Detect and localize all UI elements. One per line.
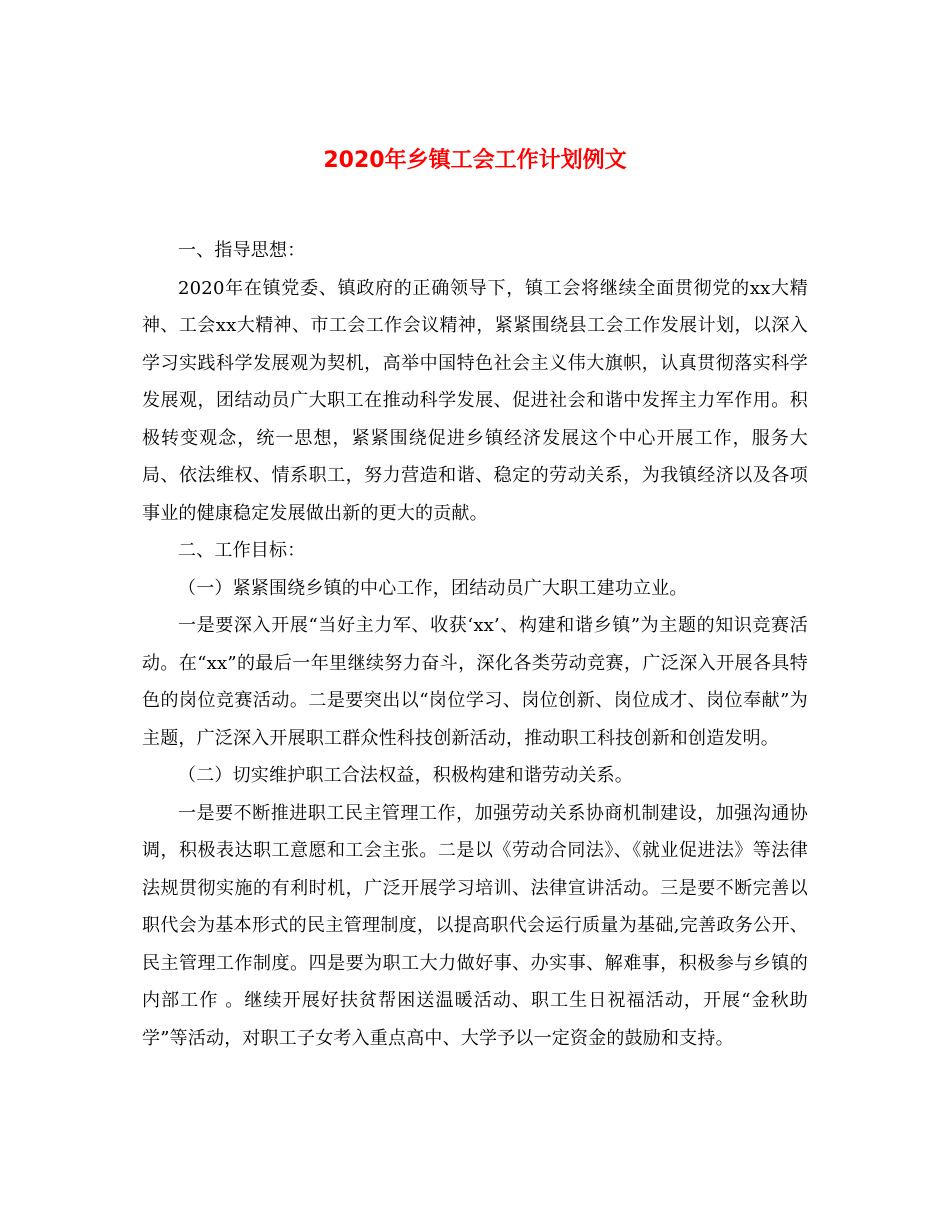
section-heading-guiding-ideology: 一、指导思想： — [178, 240, 306, 261]
paragraph-goal-1: 一是要深入开展“当好主力军、收获‘xx’、构建和谐乡镇”为主题的知识竞赛活动。在“xx”的最后一年里继续努力奋斗，深化各类劳动竞赛，广泛深入开展各具特色的岗位竞赛活动。二是要突出以“岗位学习、岗位创新、岗位成才、岗位奉献”为主题，广泛深入开展职工群众性科技创新活动，推动职工科技创新和创造发明。 — [142, 615, 808, 749]
subheading-goal-2: （二）切实维护职工合法权益，积极构建和谐劳动关系。 — [178, 765, 633, 786]
paragraph-guiding-ideology: 2020年在镇党委、镇政府的正确领导下，镇工会将继续全面贯彻党的xx大精神、工会xx大精神、市工会工作会议精神，紧紧围绕县工会工作发展计划，以深入学习实践科学发展观为契机，高举中国特色社会主义伟大旗帜，认真贯彻落实科学发展观，团结动员广大职工在推动科学发展、促进社会和谐中发挥主力军作用。积极转变观念，统一思想，紧紧围绕促进乡镇经济发展这个中心开展工作，服务大局、依法维权、情系职工，努力营造和谐、稳定的劳动关系，为我镇经济以及各项事业的健康稳定发展做出新的更大的贡献。 — [142, 277, 808, 524]
section-heading-work-goals: 二、工作目标： — [178, 540, 306, 561]
subheading-goal-1: （一）紧紧围绕乡镇的中心工作，团结动员广大职工建功立业。 — [178, 577, 688, 599]
document-title: 2020年乡镇工会工作计划例文 — [323, 148, 627, 173]
paragraph-goal-2: 一是要不断推进职工民主管理工作，加强劳动关系协商机制建设，加强沟通协调，积极表达职工意愿和工会主张。二是以《劳动合同法》、《就业促进法》等法律法规贯彻实施的有利时机，广泛开展学习培训、法律宣讲活动。三是要不断完善以职代会为基本形式的民主管理制度，以提高职代会运行质量为基础,完善政务公开、民主管理工作制度。四是要为职工大力做好事、办实事、解难事，积极参与乡镇的内部工作 。继续开展好扶贫帮困送温暖活动、职工生日祝福活动，开展“金秋助学”等活动，对职工子女考入重点高中、大学予以一定资金的鼓励和支持。 — [142, 802, 808, 1049]
document-body — [142, 232, 808, 1057]
